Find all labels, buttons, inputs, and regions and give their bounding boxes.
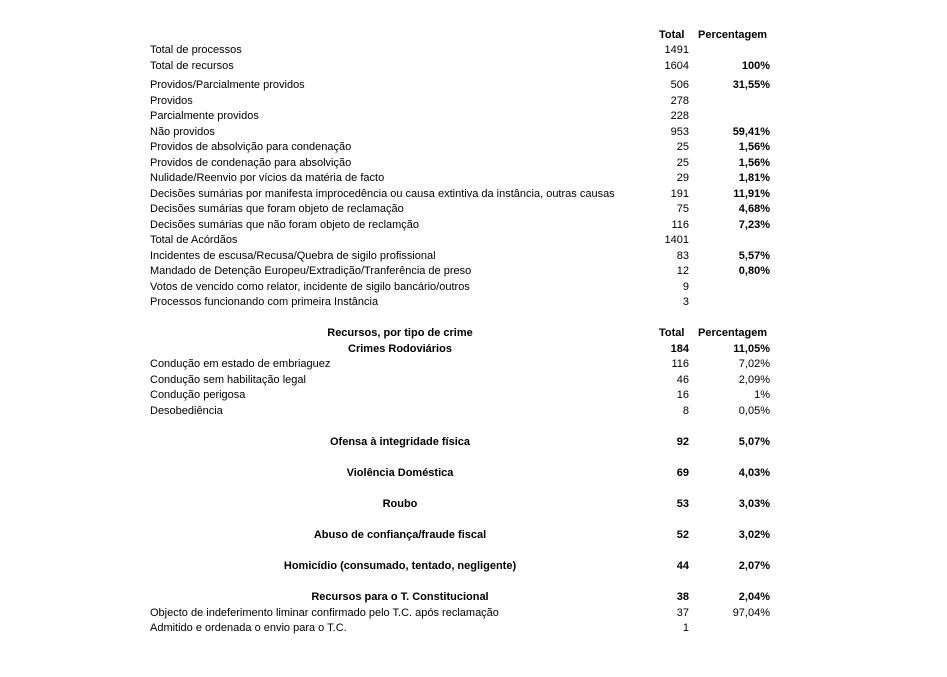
- summary-row: [0, 94, 947, 109]
- crime-item-row: [0, 404, 947, 419]
- group-percent: 11,05%: [733, 343, 770, 355]
- summary-row: [0, 295, 947, 310]
- row-label: Incidentes de escusa/Recusa/Quebra de sigilo profissional: [150, 250, 436, 262]
- group-percent: 3,02%: [738, 529, 770, 541]
- crime-group-row: [0, 497, 947, 512]
- group-name: Violência Doméstica: [346, 467, 454, 479]
- item-total: 116: [671, 358, 689, 370]
- row-total: 116: [671, 219, 689, 231]
- header-percent: Percentagem: [698, 327, 768, 339]
- group-percent: 3,03%: [738, 498, 770, 510]
- summary-row: [0, 156, 947, 171]
- row-total: 1491: [664, 44, 689, 56]
- row-total: 191: [670, 188, 689, 200]
- row-total: 9: [682, 281, 689, 293]
- summary-header: [0, 28, 947, 43]
- crime-group-row: [0, 435, 947, 450]
- crimes-title: Recursos, por tipo de crime: [327, 327, 473, 339]
- row-label: Decisões sumárias que não foram objeto de reclamção: [150, 219, 420, 231]
- group-name: Ofensa à integridade física: [330, 436, 470, 448]
- row-total: 953: [670, 126, 689, 138]
- item-total: 46: [676, 374, 689, 386]
- summary-row: [0, 140, 947, 155]
- item-percent: 1%: [754, 389, 770, 401]
- row-percent: 4,68%: [738, 203, 770, 215]
- item-percent: 7,02%: [738, 358, 770, 370]
- row-label: Providos/Parcialmente providos: [150, 79, 305, 91]
- crime-item-row: [0, 373, 947, 388]
- crime-group-row: [0, 466, 947, 481]
- item-label: Condução perigosa: [150, 389, 246, 401]
- item-total: 16: [676, 389, 689, 401]
- row-total: 29: [676, 172, 689, 184]
- row-label: Não providos: [150, 126, 215, 138]
- row-percent: 7,23%: [738, 219, 770, 231]
- summary-row: [0, 202, 947, 217]
- item-percent: 97,04%: [732, 607, 770, 619]
- row-total: 278: [670, 95, 689, 107]
- group-name: Abuso de confiança/fraude fiscal: [313, 529, 487, 541]
- group-total: 69: [676, 467, 689, 479]
- header-percent: Percentagem: [698, 29, 768, 41]
- row-label: Providos: [150, 95, 193, 107]
- summary-row: [0, 125, 947, 140]
- item-percent: 2,09%: [738, 374, 770, 386]
- row-total: 228: [670, 110, 689, 122]
- header-total: Total: [659, 327, 685, 339]
- crime-item-row: [0, 357, 947, 372]
- row-label: Total de Acórdãos: [150, 234, 238, 246]
- row-label: Votos de vencido como relator, incidente de sigilo bancário/outros: [150, 281, 470, 293]
- item-label: Desobediência: [150, 405, 223, 417]
- row-percent: 5,57%: [738, 250, 770, 262]
- row-total: 3: [682, 296, 689, 308]
- crime-group-row: [0, 559, 947, 574]
- summary-row: [0, 171, 947, 186]
- group-percent: 4,03%: [738, 467, 770, 479]
- row-label: Total de processos: [150, 44, 242, 56]
- crime-item-row: [0, 621, 947, 636]
- row-percent: 1,56%: [738, 157, 770, 169]
- summary-row: [0, 78, 947, 93]
- row-total: 1604: [664, 60, 689, 72]
- summary-row: [0, 264, 947, 279]
- group-total: 44: [676, 560, 689, 572]
- crime-item-row: [0, 606, 947, 621]
- group-total: 92: [676, 436, 689, 448]
- summary-row: [0, 233, 947, 248]
- group-total: 52: [676, 529, 689, 541]
- crime-item-row: [0, 388, 947, 403]
- item-label: Condução sem habilitação legal: [150, 374, 306, 386]
- group-name: Recursos para o T. Constitucional: [311, 591, 489, 603]
- row-label: Mandado de Detenção Europeu/Extradição/Tranferência de preso: [150, 265, 472, 277]
- group-percent: 2,04%: [738, 591, 770, 603]
- row-label: Nulidade/Reenvio por vícios da matéria de facto: [150, 172, 385, 184]
- summary-row: [0, 280, 947, 295]
- row-total: 12: [676, 265, 689, 277]
- item-total: 8: [682, 405, 689, 417]
- item-label: Objecto de indeferimento liminar confirmado pelo T.C. após reclamação: [150, 607, 499, 619]
- summary-row: [0, 109, 947, 124]
- row-percent: 1,81%: [738, 172, 770, 184]
- group-name: Crimes Rodoviários: [348, 343, 452, 355]
- group-percent: 5,07%: [738, 436, 770, 448]
- row-label: Processos funcionando com primeira Instância: [150, 296, 379, 308]
- crimes-header: [0, 326, 947, 341]
- item-total: 37: [676, 607, 689, 619]
- row-total: 25: [676, 141, 689, 153]
- row-label: Providos de absolvição para condenação: [150, 141, 352, 153]
- row-total: 506: [670, 79, 689, 91]
- summary-row: [0, 218, 947, 233]
- row-label: Decisões sumárias que foram objeto de reclamação: [150, 203, 404, 215]
- header-total: Total: [659, 29, 685, 41]
- row-label: Parcialmente providos: [150, 110, 259, 122]
- row-percent: 1,56%: [738, 141, 770, 153]
- crime-group-row: [0, 590, 947, 605]
- row-label: Total de recursos: [150, 60, 234, 72]
- row-total: 83: [676, 250, 689, 262]
- row-total: 75: [676, 203, 689, 215]
- item-label: Condução em estado de embriaguez: [150, 358, 331, 370]
- row-percent: 31,55%: [732, 79, 770, 91]
- group-name: Roubo: [382, 498, 418, 510]
- row-percent: 59,41%: [732, 126, 770, 138]
- item-total: 1: [682, 622, 689, 634]
- group-percent: 2,07%: [738, 560, 770, 572]
- summary-row: [0, 59, 947, 74]
- summary-row: [0, 43, 947, 58]
- row-percent: 0,80%: [738, 265, 770, 277]
- row-total: 1401: [664, 234, 689, 246]
- row-label: Decisões sumárias por manifesta improcedência ou causa extintiva da instância, outras causas: [150, 188, 615, 200]
- group-total: 53: [676, 498, 689, 510]
- crime-group-row: [0, 342, 947, 357]
- group-total: 184: [670, 343, 689, 355]
- item-label: Admitido e ordenada o envio para o T.C.: [150, 622, 347, 634]
- row-total: 25: [676, 157, 689, 169]
- crime-group-row: [0, 528, 947, 543]
- row-label: Providos de condenação para absolvição: [150, 157, 352, 169]
- group-total: 38: [676, 591, 689, 603]
- row-percent: 100%: [741, 60, 770, 72]
- item-percent: 0,05%: [738, 405, 770, 417]
- group-name: Homicídio (consumado, tentado, negligente): [283, 560, 517, 572]
- row-percent: 11,91%: [733, 188, 770, 200]
- summary-row: [0, 249, 947, 264]
- summary-row: [0, 187, 947, 202]
